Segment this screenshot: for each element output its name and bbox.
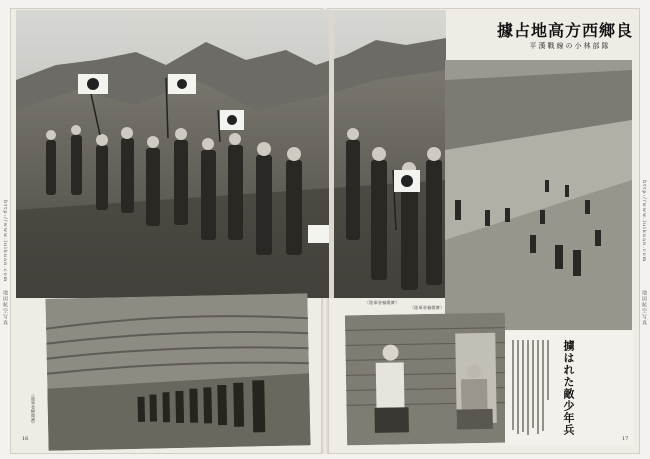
left-bottom-caption: （陸軍省檢閲濟） bbox=[31, 392, 36, 427]
right-margin-url: http://www.luikuan.com bbox=[641, 180, 647, 263]
photo-marching-column bbox=[45, 293, 310, 450]
page-number-left: 16 bbox=[22, 436, 29, 442]
page-number-right: 17 bbox=[622, 436, 629, 442]
mid-caption-2: （陸軍省檢閲濟） bbox=[410, 305, 445, 310]
photo-soldiers-with-flags bbox=[16, 10, 446, 298]
article-title: 擄はれた敵少年兵 bbox=[562, 340, 575, 436]
photo-troops-climbing-slope bbox=[445, 60, 632, 330]
right-margin-tag: 地図航空写真 bbox=[641, 290, 647, 326]
left-margin-url: http://www.luikuan.com bbox=[2, 200, 8, 283]
headline: 據占地高方西鄉良 bbox=[496, 21, 633, 40]
photo-captured-boy-soldier bbox=[345, 313, 507, 446]
mid-caption-1: （陸軍省檢閲濟） bbox=[365, 300, 400, 305]
left-margin-tag: 地図航空写真 bbox=[2, 290, 8, 326]
article-body-text bbox=[512, 340, 556, 436]
subheadline: 平漢戰線の小林部隊 bbox=[529, 42, 611, 50]
